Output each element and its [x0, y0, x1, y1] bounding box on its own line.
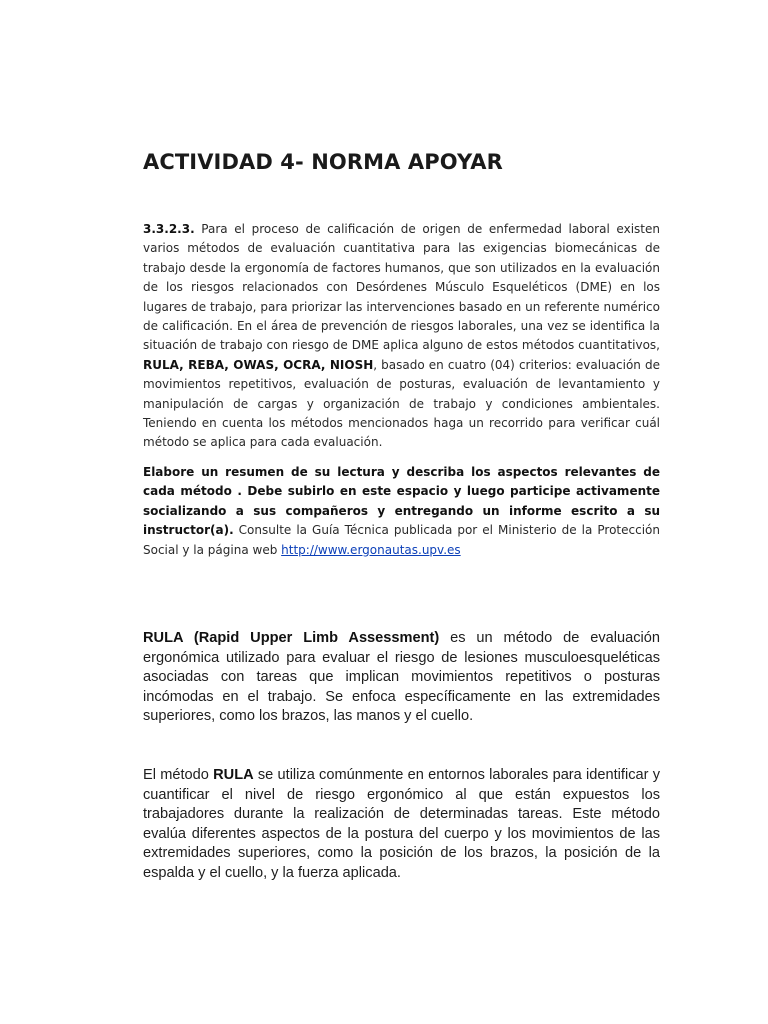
paragraph-text: , basado en cuatro (04) criterios: evaluación de movimientos repetitivos, evaluación de posturas, evaluación de levantamiento y manipulación de cargas y organización de trabajo y condiciones ambientales. Teniendo en cuenta los métodos mencionados haga un recorrido para verificar cuál método se aplica para cada evaluación. — [143, 357, 660, 450]
rula-definition-paragraph — [143, 629, 660, 727]
instructions-paragraph — [143, 220, 660, 453]
paragraph-text: Para el proceso de calificación de origen de enfermedad laboral existen varios métodos de evaluación cuantitativa para las exigencias biomecánicas de trabajo desde la ergonomía de factores humanos, que son utilizados en la evaluación de los riesgos relacionados con Desórdenes Músculo Esqueléticos (DME) en los lugares de trabajo, para priorizar las intervenciones basado en un referente numérico de calificación. En el área de prevención de riesgos laborales, una vez se identifica la situación de trabajo con riesgo de DME aplica alguno de estos métodos cuantitativos, — [143, 222, 660, 353]
task-instruction: Elabore un resumen de su lectura y describa los aspectos relevantes de cada método . Debe subirlo en este espacio y luego participe activamente socializando a sus compañeros y entregando un informe escrito a su instructor(a). — [143, 465, 660, 538]
rula-usage-paragraph — [143, 766, 660, 884]
rula-heading: RULA (Rapid Upper Limb Assessment) — [143, 630, 440, 646]
paragraph-text: Consulte la Guía Técnica publicada por el Ministerio de la Protección Social y la página web — [143, 523, 660, 557]
methods-list: RULA, REBA, OWAS, OCRA, NIOSH — [143, 357, 374, 372]
task-paragraph — [143, 463, 660, 560]
page-title: ACTIVIDAD 4- NORMA APOYAR — [143, 150, 503, 174]
section-number: 3.3.2.3. — [143, 222, 195, 236]
paragraph-text: es un método de evaluación ergonómica utilizado para evaluar el riesgo de lesiones musculoesqueléticas asociadas con tareas que implican movimientos repetitivos o posturas incómodas en el trabajo. Se enfoca específicamente en las extremidades superiores, como los brazos, las manos y el cuello. — [143, 630, 660, 725]
rula-term: RULA — [213, 767, 254, 783]
paragraph-text: se utiliza comúnmente en entornos laborales para identificar y cuantificar el nivel de riesgo ergonómico al que están expuestos los trabajadores durante la realización de determinadas tareas. Este método evalúa diferentes aspectos de la postura del cuerpo y los movimientos de las extremidades superiores, como la posición de los brazos, la posición de la espalda y el cuello, y la fuerza aplicada. — [143, 767, 660, 881]
paragraph-text: El método — [143, 767, 214, 783]
ergonautas-link[interactable]: http://www.ergonautas.upv.es — [281, 542, 461, 557]
